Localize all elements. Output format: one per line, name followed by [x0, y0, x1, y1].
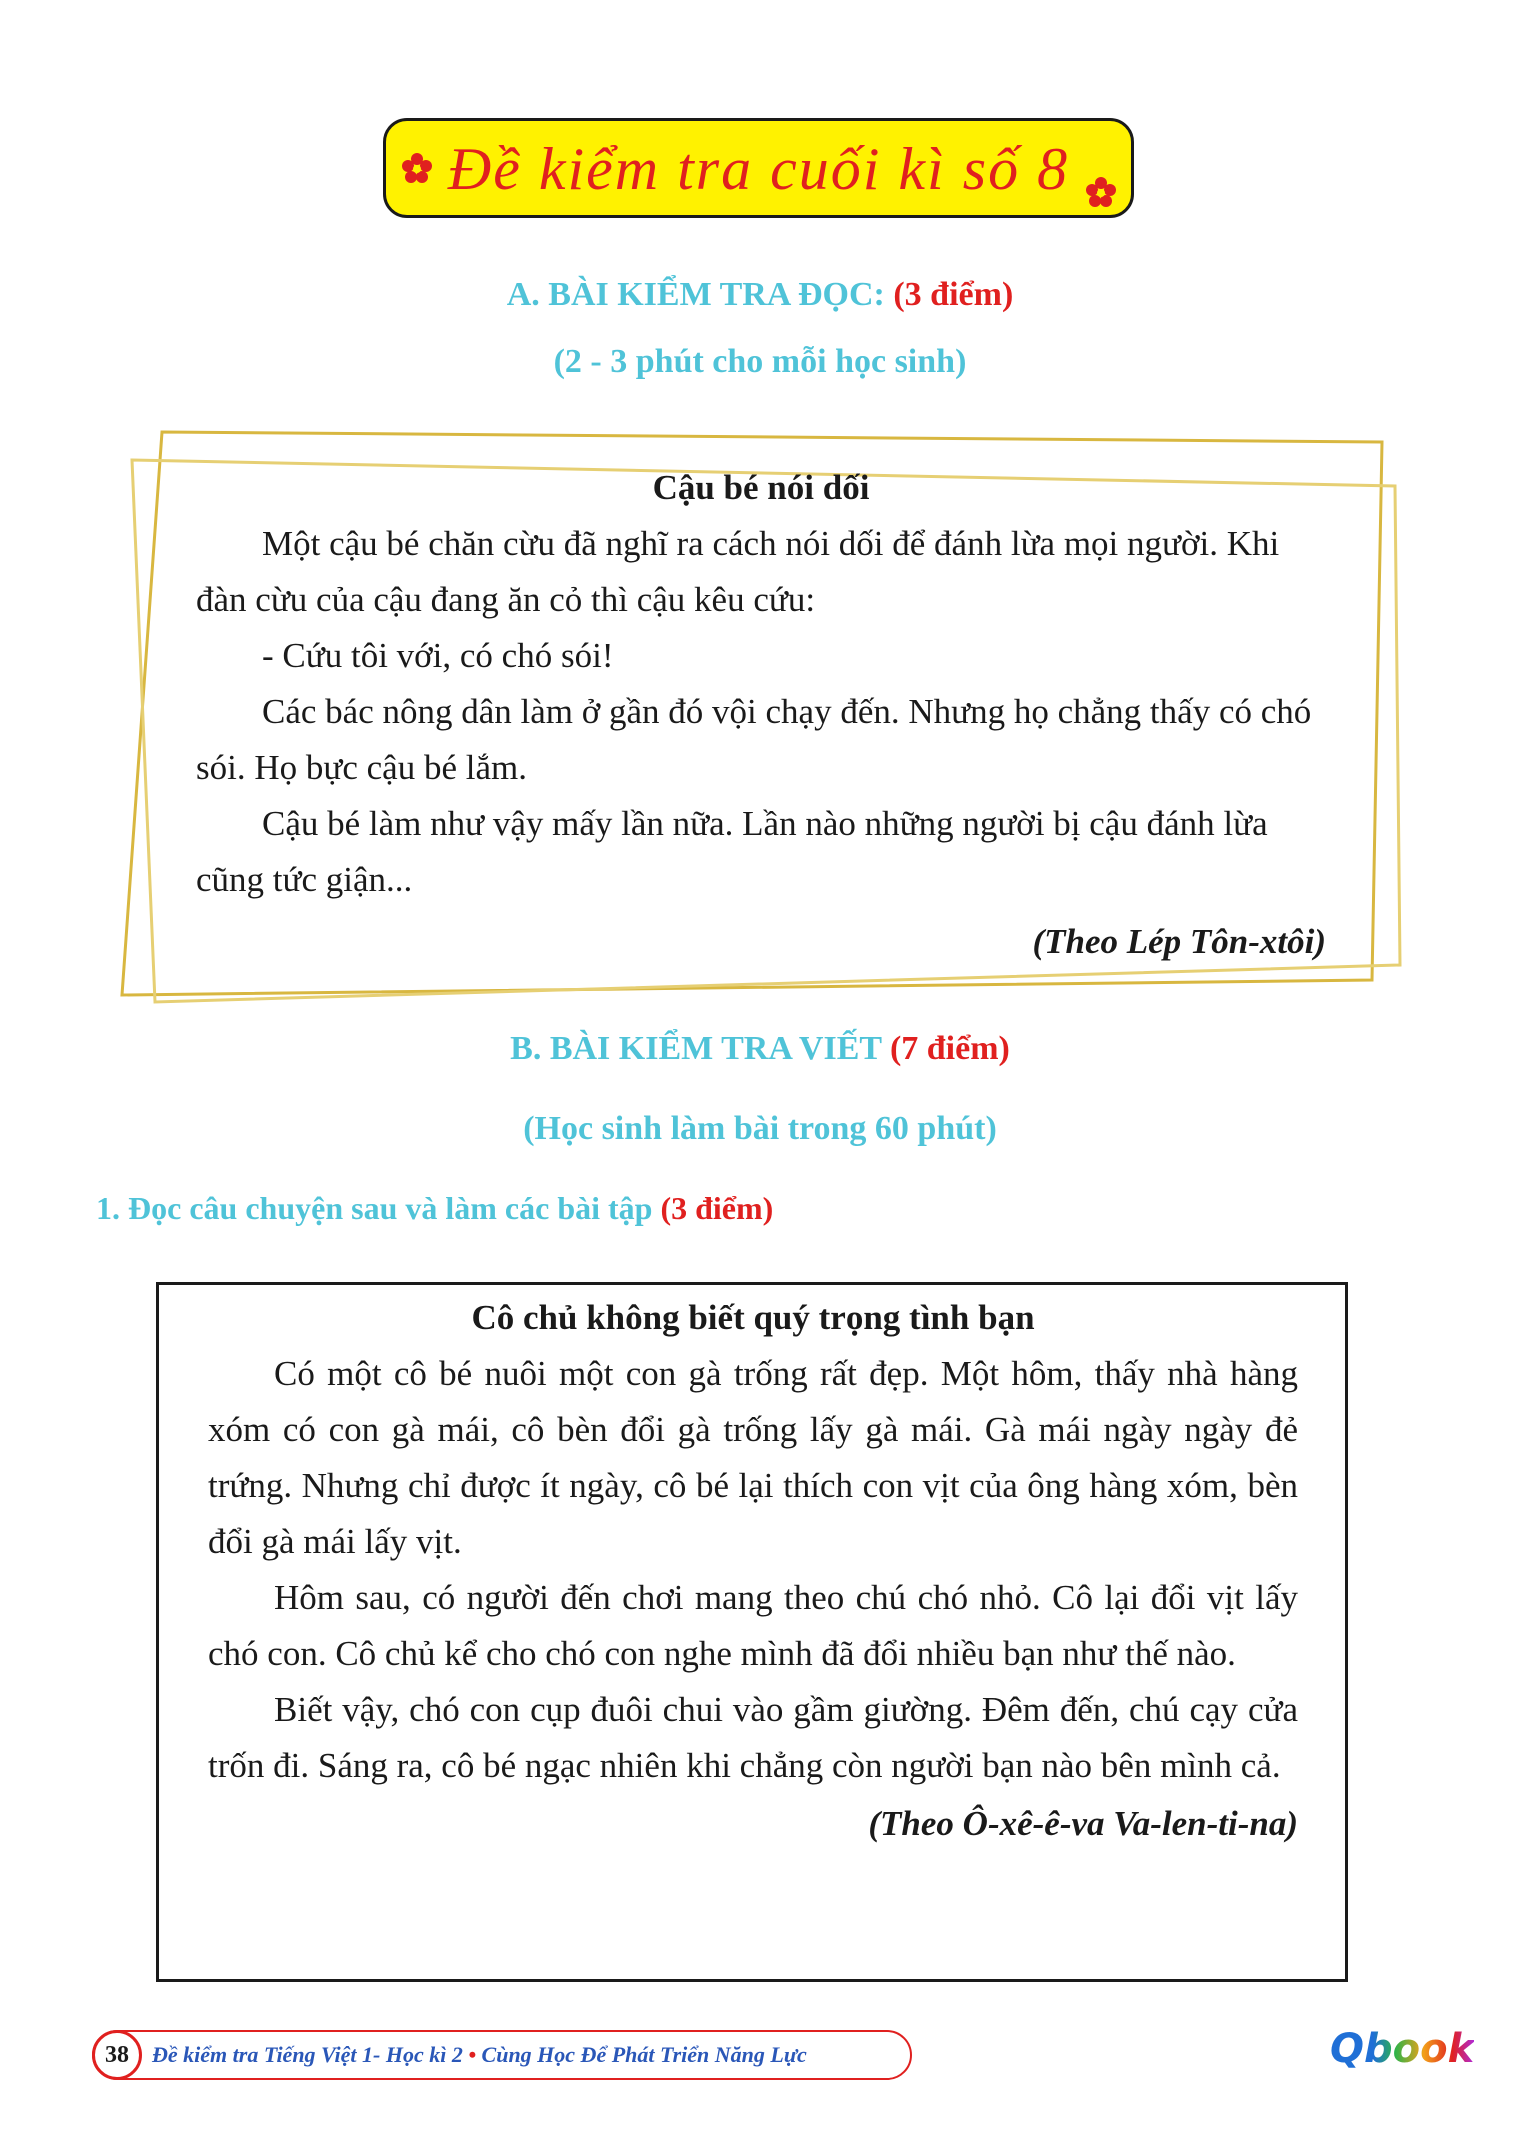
qbook-logo [1330, 2020, 1475, 2090]
paragraph: Biết vậy, chó con cụp đuôi chui vào gầm giường. Đêm đến, chú cạy cửa trốn đi. Sáng ra, cô bé ngạc nhiên khi chẳng còn người bạn nào bên mình cả. [208, 1690, 1298, 1785]
reading-passage [196, 460, 1326, 970]
paragraph: Một cậu bé chăn cừu đã nghĩ ra cách nói dối để đánh lừa mọi người. Khi đàn cừu của cậu đang ăn cỏ thì cậu kêu cứu: [196, 524, 1280, 619]
story-source: (Theo Lép Tôn-xtôi) [1032, 922, 1326, 961]
section-b-points: (7 điểm) [889, 1030, 1010, 1067]
footer-bar [92, 2030, 912, 2080]
task-1-label: 1. Đọc câu chuyện sau và làm các bài tập (3 điểm) [96, 1190, 774, 1226]
footer-bullet: • [468, 2042, 477, 2067]
paragraph: Hôm sau, có người đến chơi mang theo chú chó nhỏ. Cô lại đổi vịt lấy chó con. Cô chủ kể cho chó con nghe mình đã đổi nhiều bạn như thế nào. [208, 1578, 1298, 1673]
page-title: Đề kiểm tra cuối kì số 8 [447, 136, 1070, 202]
footer-series: Cùng Học Để Phát Triển Năng Lực [481, 2042, 807, 2067]
story-passage [208, 1290, 1298, 1852]
story-source: (Theo Ô-xê-ê-va Va-len-ti-na) [868, 1804, 1298, 1843]
paragraph: Có một cô bé nuôi một con gà trống rất đẹp. Một hôm, thấy nhà hàng xóm có con gà mái, cô bèn đổi gà trống lấy gà mái. Gà mái ngày ngày đẻ trứng. Nhưng chỉ được ít ngày, cô bé lại thích con vịt của ông hàng xóm, bèn đổi gà mái lấy vịt. [208, 1354, 1298, 1561]
section-b-subheading: (Học sinh làm bài trong 60 phút) [523, 1110, 997, 1147]
logo-text: Qbook [1330, 2026, 1475, 2072]
section-a-heading: A. BÀI KIỂM TRA ĐỌC: (3 điểm) [506, 276, 1014, 313]
section-a-subheading: (2 - 3 phút cho mỗi học sinh) [553, 343, 967, 380]
section-b-heading: B. BÀI KIỂM TRA VIẾT (7 điểm) [510, 1030, 1010, 1067]
paragraph: Các bác nông dân làm ở gần đó vội chạy đến. Nhưng họ chẳng thấy có chó sói. Họ bực cậu bé lắm. [196, 692, 1312, 787]
footer-text [152, 2042, 807, 2068]
footer-book-title: Đề kiểm tra Tiếng Việt 1- Học kì 2 [152, 2042, 463, 2067]
flower-icon [1084, 175, 1118, 209]
story-title: Cậu bé nói dối [652, 468, 870, 507]
page-number: 38 [92, 2030, 142, 2080]
title-banner [383, 118, 1134, 218]
paragraph: - Cứu tôi với, có chó sói! [262, 636, 614, 675]
story-title: Cô chủ không biết quý trọng tình bạn [471, 1298, 1035, 1337]
paragraph: Cậu bé làm như vậy mấy lần nữa. Lần nào những người bị cậu đánh lừa cũng tức giận... [196, 804, 1268, 899]
section-a-points: (3 điểm) [893, 276, 1014, 313]
task-1-points: (3 điểm) [660, 1190, 774, 1226]
